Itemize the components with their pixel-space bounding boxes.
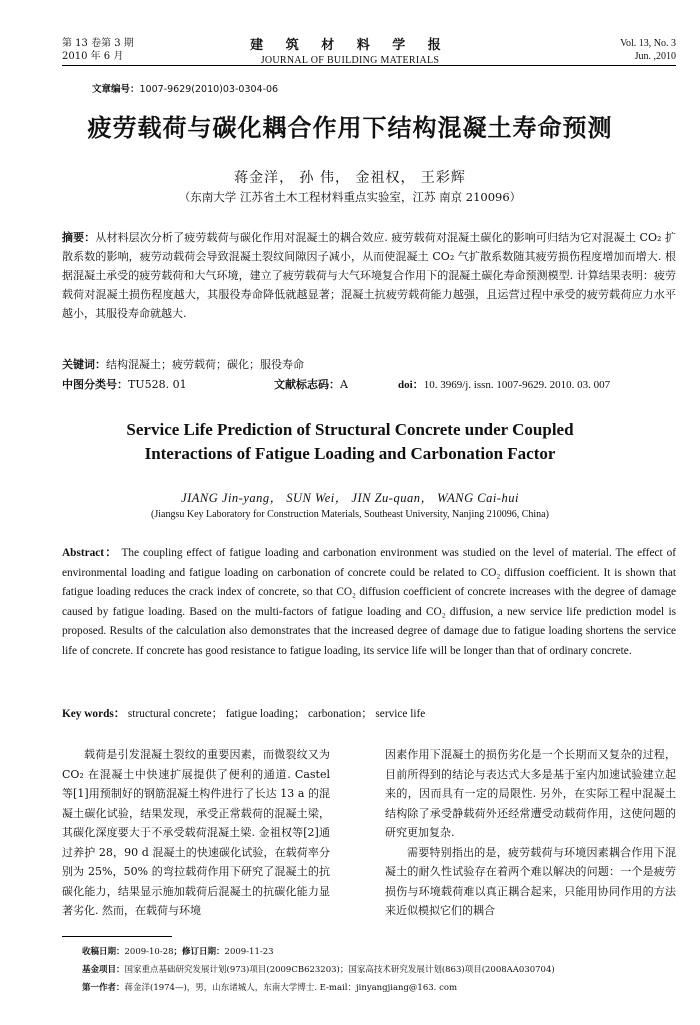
title-en <box>0 418 700 466</box>
journal-title-en: JOURNAL OF BUILDING MATERIALS <box>260 55 440 66</box>
title-en-line-1: Service Life Prediction of Structural Concrete under Coupled <box>126 420 574 439</box>
abstract-en-text: The coupling effect of fatigue loading and carbonation environment was studied on the level of material. The effect of environmental loading and fatigue loading on carbonation of concrete could be related to CO₂ diffusion coefficient. It is shown that fatigue loading reduces the crack index of concrete, so that CO₂ diffusion coefficient of concrete increases with the degree of damage caused by fatigue loading. Based on the multi-factors of fatigue loading and CO₂ diffusion, a new service life prediction model is proposed. Results of the calculation also demonstrates that the increased degree of damage due to fatigue loading shortens the service life of concrete. If concrete has good resistance to fatigue loading, its service life will be longer than that of ordinary concrete. <box>62 547 677 657</box>
keywords-en-label: Key words： <box>62 708 126 720</box>
body-column-left <box>62 745 330 921</box>
abstract-en-label: Abstract： <box>62 547 118 559</box>
volume-en: Vol. 13, No. 3 <box>620 38 676 49</box>
keywords-en <box>62 705 676 721</box>
header-rule <box>62 65 676 66</box>
footnote-fund <box>82 961 676 979</box>
article-number-value: 1007-9629(2010)03-0304-06 <box>139 84 279 95</box>
article-number-label: 文章编号： <box>92 84 140 95</box>
document-code <box>274 376 348 392</box>
doi-label: doi： <box>398 379 424 391</box>
body-paragraph: 因素作用下混凝土的损伤劣化是一个长期而又复杂的过程，目前所得到的结论与表达式大多是基于室内加速试验建立起来的，因而具有一定的局限性. 另外，在实际工程中混凝土结构除了承受静载荷外还经常遭受动载荷作用，这使问题的研究更加复杂. <box>385 748 676 839</box>
body-paragraph: 需要特别指出的是，疲劳载荷与环境因素耦合作用下混凝土的耐久性试验存在着两个难以解决的问题：一个是疲劳损伤与环境载荷难以真正耦合起来，只能用协同作用的方法来近似模拟它们的耦合 <box>385 845 676 917</box>
doc-code-value: A <box>340 378 348 391</box>
fund-text: 国家重点基础研究发展计划(973)项目(2009CB623203)；国家高技术研究发展计划(863)项目(2008AA030704) <box>124 965 555 975</box>
clc-number <box>62 376 187 392</box>
keywords-cn-text: 结构混凝土；疲劳载荷；碳化；服役寿命 <box>106 358 304 371</box>
date-cn: 2010 年 6 月 <box>62 51 124 62</box>
keywords-cn <box>62 356 676 372</box>
header-journal <box>0 34 700 66</box>
volume-cn: 第 13 卷第 3 期 <box>62 38 134 49</box>
keywords-en-text: structural concrete； fatigue loading； carbonation； service life <box>127 708 426 720</box>
journal-title-cn: 建 筑 材 料 学 报 <box>250 38 450 53</box>
abstract-cn <box>62 228 676 323</box>
footnote-dates <box>82 943 676 961</box>
revised-label: ；修订日期： <box>173 947 225 957</box>
article-number <box>92 81 278 95</box>
first-author-label: 第一作者： <box>82 983 125 993</box>
authors-cn: 蒋金洋， 孙 伟， 金祖权， 王彩辉 <box>234 170 466 186</box>
received-label: 收稿日期： <box>82 947 125 957</box>
keywords-cn-label: 关键词： <box>62 358 106 371</box>
body-column-right <box>385 745 676 921</box>
abstract-en <box>62 544 676 661</box>
abstract-cn-label: 摘要： <box>62 231 96 244</box>
body-paragraph: 载荷是引发混凝土裂纹的重要因素，而微裂纹又为 CO₂ 在混凝土中快速扩展提供了便利的通道. Castel 等[1]用预制好的钢筋混凝土构件进行了长达 13 a 的混凝土碳化试验，结果发现，承受正常载荷的混凝土梁，其碳化深度要大于不承受载荷混凝土梁. 金祖权等[2]通过养护 28，90 d 混凝土的快速碳化试验，在载荷率分别为 25%，50% 的弯拉载荷作用下研究了混凝土的抗碳化能力，结果显示施加载荷后混凝土的抗碳化能力显著劣化. 然而，在载荷与环境 <box>62 748 330 917</box>
footnote-rule <box>62 936 172 937</box>
authors-en: JIANG Jin-yang， SUN Wei， JIN Zu-quan， WANG Cai-hui <box>181 491 519 505</box>
doi-value: 10. 3969/j. issn. 1007-9629. 2010. 03. 007 <box>423 379 611 391</box>
date-en: Jun. ,2010 <box>634 51 676 62</box>
footnotes <box>82 943 676 997</box>
affiliation-cn: （东南大学 江苏省土木工程材料重点实验室，江苏 南京 210096） <box>178 190 522 204</box>
doc-code-label: 文献标志码： <box>274 378 340 391</box>
abstract-cn-text: 从材料层次分析了疲劳载荷与碳化作用对混凝土的耦合效应. 疲劳载荷对混凝土碳化的影响可归结为它对混凝土 CO₂ 扩散系数的影响，疲劳动载荷会导致混凝土裂纹间隙因子减小，从而使混凝土 CO₂ 气扩散系数随其疲劳损伤程度增加而增大. 根据混凝土承受的疲劳载荷和大气环境，建立了疲劳载荷与大气环境复合作用下的混凝土碳化寿命预测模型. 计算结果表明：疲劳载荷对混凝土损伤程度越大，其服役寿命降低就越显著；混凝土抗疲劳载荷能力越强，且运营过程中承受的疲劳载荷应力水平越小，其服役寿命就越大. <box>62 231 676 320</box>
footnote-author <box>82 979 676 997</box>
revised-date: 2009-11-23 <box>224 947 274 957</box>
affiliation-en: (Jiangsu Key Laboratory for Construction Materials, Southeast University, Nanjing 210096, China) <box>151 509 549 520</box>
title-en-line-2: Interactions of Fatigue Loading and Carbonation Factor <box>144 444 556 463</box>
header-volume-en <box>620 37 676 63</box>
first-author-text: 蒋金洋(1974—)，男，山东诸城人，东南大学博士. E-mail：jinyangjiang@163. com <box>124 983 458 993</box>
fund-label: 基金项目： <box>82 965 125 975</box>
received-date: 2009-10-28 <box>124 947 174 957</box>
doi <box>398 376 610 392</box>
title-cn: 疲劳载荷与碳化耦合作用下结构混凝土寿命预测 <box>87 114 613 142</box>
clc-value: TU528. 01 <box>128 378 187 391</box>
clc-label: 中图分类号： <box>62 378 128 391</box>
